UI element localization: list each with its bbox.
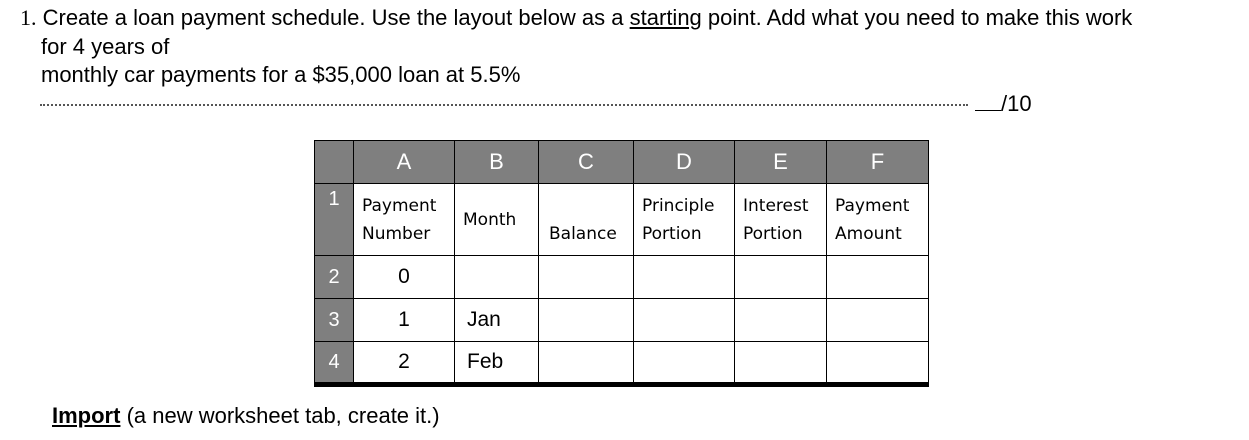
cell-c1-line2: Balance bbox=[549, 223, 617, 244]
cell-e1-line2: Portion bbox=[743, 223, 803, 244]
column-header-b[interactable]: B bbox=[455, 141, 539, 184]
question-line-2: for 4 years of bbox=[41, 34, 170, 59]
question-text-1b: point. Add what you need to make this work bbox=[701, 5, 1133, 30]
table-row bbox=[315, 184, 929, 256]
column-header-row bbox=[315, 141, 929, 184]
row-header-3[interactable]: 3 bbox=[315, 299, 354, 342]
dotted-leader bbox=[40, 104, 968, 106]
row-header-1[interactable]: 1 bbox=[315, 184, 354, 256]
score-blank[interactable] bbox=[975, 90, 1001, 111]
cell-a4[interactable]: 2 bbox=[354, 342, 455, 385]
cell-d1-line2: Portion bbox=[642, 223, 702, 244]
import-text: (a new worksheet tab, create it.) bbox=[120, 403, 440, 428]
cell-a3[interactable]: 1 bbox=[354, 299, 455, 342]
cell-e1[interactable] bbox=[735, 184, 827, 256]
row-header-2[interactable]: 2 bbox=[315, 256, 354, 299]
cell-c4[interactable] bbox=[539, 342, 634, 385]
cell-c1[interactable] bbox=[539, 184, 634, 256]
cell-b1[interactable] bbox=[455, 184, 539, 256]
score-total: /10 bbox=[1001, 91, 1032, 116]
table-row bbox=[315, 256, 929, 299]
question-line-1 bbox=[20, 4, 1132, 32]
cell-d3[interactable] bbox=[634, 299, 735, 342]
question-number: 1. bbox=[20, 5, 37, 30]
loan-schedule-sheet bbox=[314, 140, 929, 387]
cell-d2[interactable] bbox=[634, 256, 735, 299]
cell-b4[interactable] bbox=[455, 342, 539, 385]
cell-b3[interactable] bbox=[455, 299, 539, 342]
cell-f1-line1: Payment bbox=[835, 195, 910, 216]
question-line-3: monthly car payments for a $35,000 loan at 5.5% bbox=[41, 62, 521, 87]
cell-f3[interactable] bbox=[827, 299, 929, 342]
row-header-4[interactable]: 4 bbox=[315, 342, 354, 385]
column-header-a[interactable]: A bbox=[354, 141, 455, 184]
cell-a2[interactable]: 0 bbox=[354, 256, 455, 299]
table-row bbox=[315, 342, 929, 385]
cell-b2[interactable] bbox=[455, 256, 539, 299]
import-instruction bbox=[52, 402, 440, 430]
cell-f4[interactable] bbox=[827, 342, 929, 385]
cell-c3[interactable] bbox=[539, 299, 634, 342]
cell-f1[interactable] bbox=[827, 184, 929, 256]
corner-cell[interactable] bbox=[315, 141, 354, 184]
cell-c1-line1 bbox=[549, 192, 623, 220]
cell-e2[interactable] bbox=[735, 256, 827, 299]
cell-a1[interactable] bbox=[354, 184, 455, 256]
column-header-d[interactable]: D bbox=[634, 141, 735, 184]
cell-a1-line1: Payment bbox=[362, 195, 437, 216]
column-header-f[interactable]: F bbox=[827, 141, 929, 184]
import-label: Import bbox=[52, 403, 121, 428]
question-underlined-word: starting bbox=[629, 5, 702, 30]
cell-c2[interactable] bbox=[539, 256, 634, 299]
cell-b4-value: Feb bbox=[467, 350, 504, 373]
cell-d4[interactable] bbox=[634, 342, 735, 385]
table-row bbox=[315, 299, 929, 342]
score-field bbox=[975, 90, 1032, 118]
cell-d1-line1: Principle bbox=[642, 195, 715, 216]
column-header-e[interactable]: E bbox=[735, 141, 827, 184]
column-header-c[interactable]: C bbox=[539, 141, 634, 184]
cell-e1-line1: Interest bbox=[743, 195, 809, 216]
cell-a1-line2: Number bbox=[362, 223, 431, 244]
cell-f1-line2: Amount bbox=[835, 223, 902, 244]
cell-b1-line1: Month bbox=[463, 209, 517, 230]
cell-d1[interactable] bbox=[634, 184, 735, 256]
question-text-1a: Create a loan payment schedule. Use the layout below as a bbox=[36, 5, 630, 30]
cell-e4[interactable] bbox=[735, 342, 827, 385]
cell-e3[interactable] bbox=[735, 299, 827, 342]
cell-f2[interactable] bbox=[827, 256, 929, 299]
cell-b3-value: Jan bbox=[467, 308, 501, 331]
